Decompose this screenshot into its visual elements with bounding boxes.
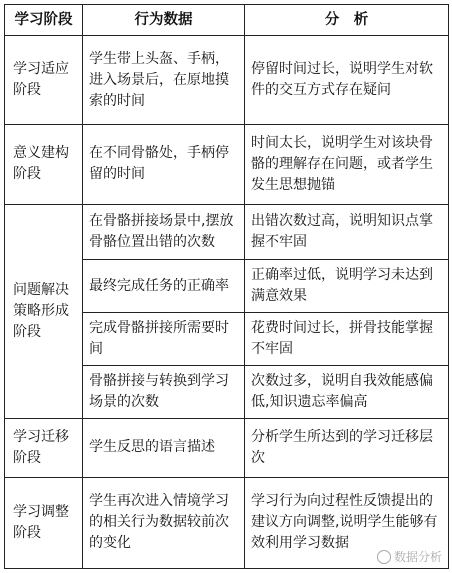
analysis-cell: 停留时间过长，说明学生对软件的交互方式存在疑问 bbox=[245, 36, 449, 125]
analysis-cell: 学习行为向过程性反馈提出的建议方向调整,说明学生能够有效利用学习数据 bbox=[245, 477, 449, 568]
analysis-cell: 时间太长，说明学生对该块骨骼的理解存在问题，或者学生发生思想抛锚 bbox=[245, 125, 449, 204]
analysis-cell: 花费时间过长，拼骨技能掌握不牢固 bbox=[245, 313, 449, 366]
watermark-text: 数据分析 bbox=[393, 550, 442, 564]
behavior-cell: 在不同骨骼处，手柄停留的时间 bbox=[83, 125, 245, 204]
table-row bbox=[5, 204, 449, 260]
behavior-cell: 在骨骼拼接场景中,摆放骨骼位置出错的次数 bbox=[83, 204, 245, 260]
behavior-cell: 学生带上头盔、手柄，进入场景后，在原地摸索的时间 bbox=[83, 36, 245, 125]
stage-cell: 问题解决策略形成阶段 bbox=[5, 204, 83, 418]
table-header-row bbox=[5, 5, 449, 36]
behavior-cell: 学生再次进入情境学习的相关行为数据较前次的变化 bbox=[83, 477, 245, 568]
watermark-logo-icon bbox=[377, 550, 391, 564]
stage-cell: 学习适应阶段 bbox=[5, 36, 83, 125]
behavior-cell: 最终完成任务的正确率 bbox=[83, 260, 245, 313]
stage-cell: 学习调整阶段 bbox=[5, 477, 83, 568]
header-behavior: 行为数据 bbox=[83, 5, 245, 36]
analysis-cell: 出错次数过高，说明知识点掌握不牢固 bbox=[245, 204, 449, 260]
table-row bbox=[5, 125, 449, 204]
behavior-cell: 学生反思的语言描述 bbox=[83, 418, 245, 477]
watermark bbox=[377, 548, 442, 565]
stage-cell: 意义建构阶段 bbox=[5, 125, 83, 204]
stage-cell: 学习迁移阶段 bbox=[5, 418, 83, 477]
analysis-cell: 正确率过低，说明学习未达到满意效果 bbox=[245, 260, 449, 313]
analysis-cell: 分析学生所达到的学习迁移层次 bbox=[245, 418, 449, 477]
behavior-cell: 骨骼拼接与转换到学习场景的次数 bbox=[83, 365, 245, 418]
behavior-cell: 完成骨骼拼接所需要时间 bbox=[83, 313, 245, 366]
table-row bbox=[5, 36, 449, 125]
analysis-cell: 次数过多，说明自我效能感偏低,知识遗忘率偏高 bbox=[245, 365, 449, 418]
learning-behavior-table bbox=[4, 4, 449, 569]
header-analysis: 分 析 bbox=[245, 5, 449, 36]
header-stage: 学习阶段 bbox=[5, 5, 83, 36]
table-row bbox=[5, 418, 449, 477]
